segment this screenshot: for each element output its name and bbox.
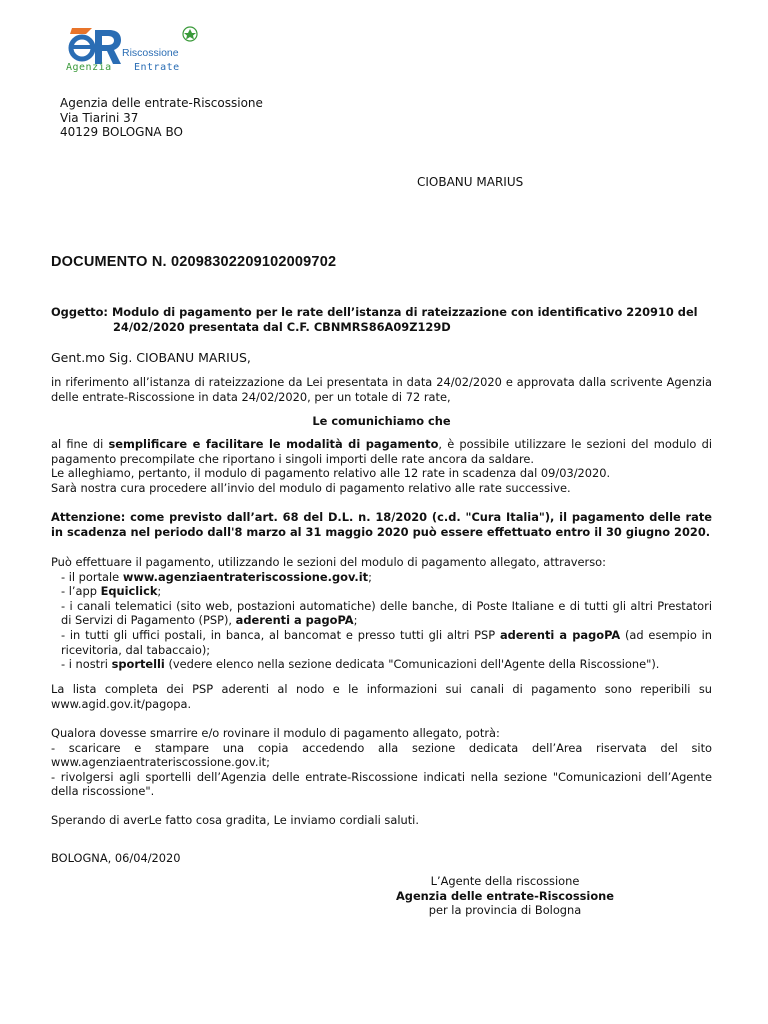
text-span: - i nostri	[61, 657, 112, 672]
text-span: - l’app	[61, 584, 101, 599]
closing-text: Sperando di averLe fatto cosa gradita, Le inviamo cordiali saluti.	[51, 813, 419, 827]
document-number: DOCUMENTO N. 02098302209102009702	[51, 254, 337, 270]
sender-line: Agenzia delle entrate-Riscossione	[60, 96, 263, 110]
sender-line: Via Tiarini 37	[60, 110, 139, 125]
text-span: (vedere elenco nella sezione dedicata "Comunicazioni dell'Agente della Riscossione").	[164, 657, 660, 672]
signature-line: L’Agente della riscossione	[430, 874, 580, 888]
text-span: (ad esempio in ricevitoria, dal tabaccaio);	[61, 627, 713, 657]
greeting: Gent.mo Sig. CIOBANU MARIUS,	[51, 350, 251, 365]
text-bold: semplificare e facilitare le modalità di pagamento	[108, 437, 439, 451]
signature-block	[380, 874, 630, 918]
agency-logo	[62, 20, 202, 75]
place-date: BOLOGNA, 06/04/2020	[51, 851, 181, 865]
payment-item-offices	[51, 628, 712, 657]
intro-paragraph	[51, 375, 712, 404]
lost-module-paragraph	[51, 726, 712, 799]
agency-logo-graphic	[62, 20, 202, 75]
text-span: - i canali telematici (sito web, postazioni automatiche) delle banche, di Poste Italiane e di tutti gli altri Prestatori di Servizi di Pagamento (PSP),	[61, 598, 712, 628]
lost-intro: Qualora dovesse smarrire e/o rovinare il modulo di pagamento allegato, potrà:	[51, 726, 500, 740]
lost-item-download: - scaricare e stampare una copia accedendo alla sezione dedicata dell’Area riservata del sito www.agenziaentrateriscossione.gov.it;	[51, 740, 712, 770]
signature-agency: Agenzia delle entrate-Riscossione	[395, 888, 614, 903]
text-span: - in tutti gli uffici postali, in banca, al bancomat e presso tutti gli altri PSP	[61, 627, 500, 642]
text-span: ;	[353, 613, 358, 628]
text-span: - il portale	[61, 569, 123, 584]
sender-address	[60, 96, 263, 140]
logo-agency-text-2: Entrate	[134, 62, 180, 73]
attention-paragraph: Attenzione: come previsto dall’art. 68 del D.L. n. 18/2020 (c.d. "Cura Italia"), il pagamento delle rate in scadenza nel periodo dall'8 marzo al 31 maggio 2020 può essere effettuato entro il 30 giugno 2020.	[51, 510, 712, 539]
text-bold: aderenti a pagoPA	[499, 627, 621, 642]
payment-item-counters	[51, 657, 712, 672]
text-span: , è possibile utilizzare le sezioni del modulo di pagamento precompilate che riportano i singoli importi delle rate ancora da saldare.	[51, 437, 712, 466]
payment-methods	[51, 555, 712, 672]
logo-agency-text-1: Agenzia	[66, 62, 112, 73]
portal-link[interactable]: www.agenziaentrateriscossione.gov.it	[122, 569, 369, 584]
text-bold: Equiclick	[100, 584, 158, 599]
communication-heading: Le comunichiamo che	[312, 414, 451, 428]
text-span: ;	[368, 569, 372, 584]
text-bold: aderenti a pagoPA	[235, 613, 354, 628]
payment-item-online-channels	[51, 599, 712, 628]
payment-item-app	[51, 584, 712, 599]
payment-intro: Può effettuare il pagamento, utilizzando le sezioni del modulo di pagamento allegato, attraverso:	[51, 555, 606, 569]
signature-line: per la provincia di Bologna	[428, 903, 582, 918]
text-span: ;	[157, 584, 162, 599]
attachment-text: Le alleghiamo, pertanto, il modulo di pagamento relativo alle 12 rate in scadenza dal 09/03/2020.	[51, 466, 611, 481]
subject-line-2: 24/02/2020 presentata dal C.F. CBNMRS86A09Z129D	[113, 319, 451, 334]
simplification-paragraph	[51, 437, 712, 495]
text-bold: sportelli	[111, 657, 165, 672]
recipient-name: CIOBANU MARIUS	[417, 175, 524, 189]
payment-item-portal	[51, 570, 712, 585]
logo-brand-text: Riscossione	[122, 47, 179, 59]
followup-text: Sarà nostra cura procedere all’invio del modulo di pagamento relativo alle rate successive.	[51, 480, 571, 495]
sender-line: 40129 BOLOGNA BO	[60, 125, 183, 139]
simplification-text	[51, 437, 712, 466]
lost-item-counters: - rivolgersi agli sportelli dell’Agenzia delle entrate-Riscossione indicati nella sezione "Comunicazioni dell’Agente della riscossione".	[51, 769, 712, 799]
intro-text: in riferimento all’istanza di rateizzazione da Lei presentata in data 24/02/2020 e approvata dalla scrivente Agenzia delle entrate-Riscossione in data 24/02/2020, per un totale di 72 rate,	[51, 375, 712, 404]
subject-line-1: Oggetto: Modulo di pagamento per le rate dell’istanza di rateizzazione con identificativo 220910 del	[51, 305, 698, 319]
psp-list-paragraph: La lista completa dei PSP aderenti al nodo e le informazioni sui canali di pagamento sono reperibili su www.agid.gov.it/pagopa.	[51, 682, 712, 711]
text-span: al fine di	[51, 437, 109, 451]
subject	[51, 305, 712, 334]
